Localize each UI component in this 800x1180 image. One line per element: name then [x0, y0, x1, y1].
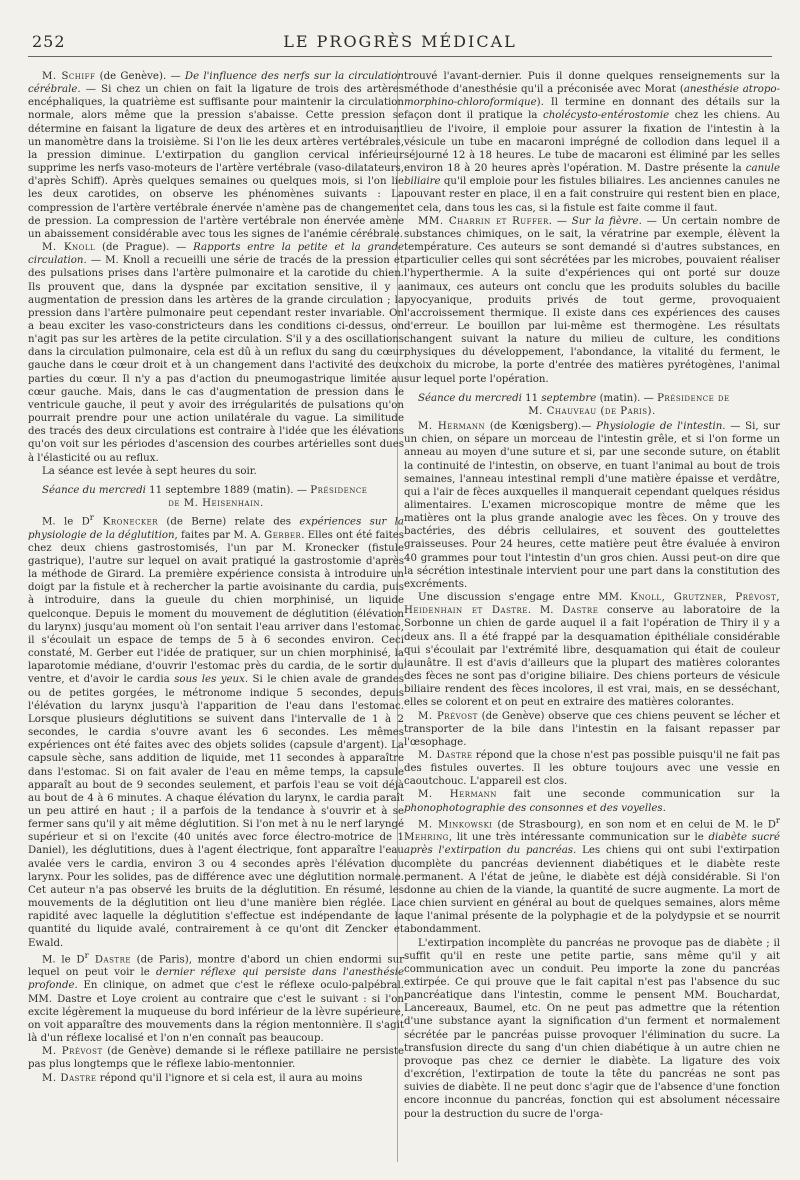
page-header — [28, 32, 772, 57]
paragraph-schiff: M. Schiff (de Genève). — De l'influence des nerfs sur la circulation cérébrale. — Si chez un chien on fait la ligature de trois des artères encéphaliques, la quatrième est suffisante pour maintenir la circulation normale, alors même que la pression s'abaisse. Cette pression se détermine en faisant la ligature de deux des artères et en introduisant un manomètre dans la troisième. Si l'on lie les deux artères vertébrales, la pression diminue. L'extirpation du ganglion cervical inférieur supprime les nerfs vaso-moteurs de l'artère vertébrale (vaso-dilatateurs, d'après Schiff). Après quelques semaines ou quelques mois, si l'on lie les deux carotides, on observe les phénomènes suivants : La compression de l'artère vertébrale énervée n'amène pas de changement de pression. La compression de l'artère vertébrale non énervée amène un abaissement considérable avec tous les signes de l'anémie cérébrale. — [28, 71, 404, 240]
author-name: M. Hermann — [418, 789, 497, 801]
author-name: MM. Charrin et Ruffer — [418, 215, 549, 227]
session-heading: Séance du mercredi 11 septembre 1889 (matin). — Présidence de M. Heisenhain. — [42, 484, 368, 509]
author-name: M. Dastre — [42, 1072, 97, 1084]
paragraph-hermann-second: M. Hermann fait une seconde communication sur la phonophotographie des consonnes et des voyelles. — [404, 789, 780, 814]
author-name: M. Minkowski — [418, 819, 493, 831]
paragraph-dastre-reply: M. Dastre répond qu'il l'ignore et si cela est, il aura au moins — [42, 1072, 363, 1084]
paragraph-charrin-ruffer: MM. Charrin et Ruffer. — Sur la fièvre. — Un certain nombre de substances chimiques, on le sait, la vératrine par exemple, élèvent la température. Ces auteurs se sont demandé si d'autres substances, en particulier celles qui sont sécrétées par les microbes, pouvaient réaliser l'hyperthermie. A la suite d'expériences qui ont porté sur douze animaux, ces auteurs ont conclu que les produits solubles du bacille pyocyanique, produits privés de tout germe, provoquaient l'accroissement thermique. Il existe dans ces expériences des causes d'erreur. Le bouillon par lui-même est thermogène. Les résultats changent suivant la nature du milieu de culture, les conditions physiques du développement, l'abondance, la vitalité du ferment, le choix du microbe, la porte d'entrée des matières pyrétogènes, l'animal sur lequel porte l'opération. — [404, 215, 780, 385]
communication-title: diabète sucré après l'extirpation du pancréas — [404, 832, 780, 857]
author-name: Kronecker — [93, 516, 159, 528]
communication-title: phonophotographie des consonnes et des voyelles — [404, 802, 663, 814]
paragraph-prevost: M. Prévost (de Genève) observe que ces chiens peuvent se lécher et transporter de la bile dans l'intestin en la faisant repasser par l'œsophage. — [404, 710, 780, 748]
author-name: M. Schiff — [42, 71, 96, 82]
left-column — [28, 70, 404, 1162]
paragraph-extirpation: L'extirpation incomplète du pancréas ne provoque pas de diabète ; il suffit qu'il en reste une petite partie, sans même qu'il y ait communication avec un conduit. Peu importe la zone du pancréas extirpée. Ce qui prouve que le fait capital n'est pas l'absence du suc pancréatique dans l'intestin, comme le pensent MM. Bouchardat, Lancereaux, Baumel, etc. On ne peut pas admettre que la rétention d'une substance ayant la signification d'un ferment et normalement sécrétée par le pancréas puisse provoquer l'élimination du sucre. La transfusion directe du sang d'un chien diabétique à un autre chien ne provoque pas chez ce dernier le diabète. La ligature des voix d'excrétion, l'extirpation de toute la tête du pancréas ne sont pas suivies de diabète. Il ne peut donc s'agir que de l'absence d'une fonction encore inconnue du pancréas, fonction qui est absolument nécessaire pour la destruction du sucre de l'orga- — [404, 937, 780, 1120]
communication-title: Physiologie de l'intestin — [596, 421, 723, 433]
communication-title: Sur la fièvre — [571, 215, 639, 227]
author-name: Dastre — [88, 954, 131, 966]
paragraph-minkowski: M. Minkowski (de Strasbourg), en son nom et en celui de M. le $D^r$ Mehring, lit une très intéressante communication sur le diabète sucré après l'extirpation du pancréas. Les chiens qui ont subi l'extirpation complète du pancréas deviennent diabétiques et le diabète reste permanent. A l'état de jeûne, le diabète est déjà considérable. Si l'on donne au chien de la viande, la quantité de sucre augmente. La mort de ce chien survient en général au bout de quelques semaines, alors même que l'animal présente de la polyphagie et de la polydypsie et se nourrit abondamment. — [404, 815, 780, 936]
author-name: M. Prévost — [42, 1046, 103, 1058]
paragraph-dastre: M. le $D^r$ Dastre (de Paris), montre d'abord un chien endormi sur lequel on peut voir le dernier réflexe qui persiste dans l'anesthésie profonde. En clinique, on admet que c'est le réflexe oculo-palpébral. MM. Dastre et Loye croient au contraire que c'est le suivant : si l'on excite légèrement la muqueuse du bord inférieur de la lèvre supérieure, on voit apparaître des mouvements dans la région mentonnière. Il s'agit là d'un réflexe localisé et l'on n'en connaît pas beaucoup. — [28, 950, 404, 1045]
right-column — [404, 70, 780, 1162]
paragraph-discussion: Une discussion s'engage entre MM. Knoll, Grutzner, Prévost, Heidenhain et Dastre. M. Dastre conserve au laboratoire de la Sorbonne un chien de garde auquel il a fait l'opération de Thiry il y a deux ans. Il a été frappé par la desquamation épithéliale considérable qui s'écoulait par l'extrémité libre, desquamation qui était de couleur jaunâtre. Il est d'avis d'ailleurs que la plupart des matières colorantes des fèces ne sont pas d'origine biliaire. Des chiens porteurs de vésicule biliaire rendent des fèces incolores, il est vrai, mais, en se desséchant, elles se colorent et on peut en extraire des matières colorantes. — [404, 592, 780, 709]
paragraph-hermann: M. Hermann (de Kœnigsberg).— Physiologie de l'intestin. — Si, sur un chien, on sépare un morceau de l'intestin grêle, et si l'on forme un anneau au moyen d'une suture et si, par une seconde suture, on établit la continuité de l'intestin, on observe, en tuant l'animal au bout de trois semaines, l'anneau intestinal rempli d'une matière épaisse et verdâtre, qui a l'air de fèces auxquelles il manquerait cependant quelques résidus alimentaires. L'examen microscopique montre de même que les matières ont la plus grande analogie avec les fèces. On y trouve des bactéries, des débris cellulaires, et souvent des gouttelettes graisseuses. Pour 24 heures, cette matière peut être évaluée à environ 40 grammes pour tout l'intestin d'un gros chien. Aussi peut-on dire que la sécrétion intestinale intervient pour une part dans la constitution des excréments. — [404, 421, 780, 590]
paragraph-prevost: M. Prévost (de Genève) demande si le réflexe patillaire ne persiste pas plus longtemps que le réflexe labio-mentonnier. — [28, 1046, 404, 1071]
session-heading: Séance du mercredi 11 septembre (matin). — Présidence de M. Chauveau (de Paris). — [418, 392, 730, 417]
author-name: M. Prévost — [418, 710, 478, 722]
author-name: M. Knoll — [42, 242, 96, 254]
paragraph-kronecker: M. le $D^r$ Kronecker (de Berne) relate des expériences sur la physiologie de la déglutition, faites par M. A. Gerber. Elles ont été faites chez deux chiens gastrostomisés, l'un par M. Kronecker (fistule gastrique), l'autre sur lequel on avait pratiqué la gastrostomie d'après la méthode de Girard. La première expérience consista à introduire un doigt par la fistule et à rechercher la partie avoisinante du cardia, puis à introduire, dans la gueule du chien morphinisé, un liquide quelconque. Depuis le moment du mouvement de déglutition (élévation du larynx) jusqu'au moment où l'on sentait l'eau arriver dans l'estomac, il s'écoulait un espace de temps de 5 à 6 secondes environ. Ceci constaté, M. Gerber eut l'idée de pratiquer, sur un chien morphinisé, la laparotomie médiane, d'ouvrir l'estomac près du cardia, de le sortir du ventre, et d'avoir le cardia sous les yeux. Si le chien avale de grandes ou de petites gorgées, le métronome indique 5 secondes, depuis l'élévation du larynx jusqu'à l'apparition de l'eau dans l'estomac. Lorsque plusieurs déglutitions se suivent dans l'intervalle de 1 à 2 secondes, le cardia s'ouvre avant les 6 secondes. Les mêmes expériences ont été faites avec des objets solides (capsule d'argent). La capsule sèche, sans addition de liquide, met 11 secondes à apparaître dans l'estomac. Si on fait avaler de l'eau en même temps, la capsule apparaît au bout de 9 secondes seulement, et parfois l'eau se voit déjà au bout de 4 à 6 minutes. A chaque élévation du larynx, le cardia paraît un peu attiré en haut ; il a parfois de la tendance à s'ouvrir et à se fermer sans qu'il y ait même déglutition. Si l'on met à nu le nerf laryngé supérieur et si on l'excite (40 unités avec force électro-motrice de 1 Daniel), les déglutitions, dues à l'agent électrique, font apparaître l'eau avalée vers le cardia, environ 3 ou 4 secondes après l'élévation du larynx. Pour les solides, pas de différence avec une déglutition normale. Cet auteur n'a pas observé les bruits de la déglutition. En résumé, les mouvements de la déglutition ont lieu d'une manière bien réglée. La rapidité avec laquelle la déglutition s'effectue est indépendante de la quantité du liquide avalé, contrairement à ce qu'ont dit Zencker et Ewald. — [28, 513, 404, 949]
page-number: 252 — [32, 32, 66, 51]
author-name: M. Hermann — [418, 421, 486, 433]
communication-title: Rapports entre la petite et la grande circulation. — [28, 242, 404, 267]
paragraph-knoll: M. Knoll (de Prague). — Rapports entre la petite et la grande circulation. — M. Knoll a recueilli une série de tracés de la pression et des pulsations prises dans l'artère pulmonaire et la carotide du chien. Ils prouvent que, dans la dyspnée par excitation sensitive, il y a augmentation de pression dans les artères de la grande circulation ; la pression dans l'artère pulmonaire peut cependant rester invariable. On a beau exciter les vaso-constricteurs dans les conditions ci-dessus, on n'agit pas sur les artères de la petite circulation. S'il y a des oscillations dans la circulation pulmonaire, cela est dû à un reflux du sang du cœur gauche dans le cœur droit et à un changement dans l'activité des deux parties du cœur. Il n'y a pas d'action du pneumogastrique limitée au cœur gauche. Mais, dans le cas d'augmentation de pression dans le ventricule gauche, il peut y avoir des irrégularités de pulsations qu'on pourrait prendre pour une action unilatérale du vague. La similitude des tracés des deux circulations est contraire à l'idée que les élévations qu'on voit sur les périodes d'ascension des courbes artérielles sont dues à l'élasticité ou au reflux. — [28, 242, 404, 464]
paragraph-dastre-reply: M. Dastre répond que la chose n'est pas possible puisqu'il ne fait pas des fistules ouvertes. Il les obture toujours avec une vessie en caoutchouc. L'appareil est clos. — [404, 749, 780, 788]
communication-title: dernier réflexe qui persiste dans l'anesthésie profonde — [28, 967, 404, 992]
communication-title: De l'influence des nerfs sur la circulation cérébrale. — [28, 71, 404, 96]
journal-title: LE PROGRÈS MÉDICAL — [283, 32, 517, 51]
author-name: M. Dastre — [418, 749, 473, 761]
communication-title: expériences sur la physiologie de la déglutition — [28, 516, 404, 541]
paragraph-continuation: trouvé l'avant-dernier. Puis il donne quelques renseignements sur la méthode d'anesthésie qu'il a préconisée avec Morat (anesthésie atropo-morphino-chloroformique). Il termine en donnant des détails sur la façon dont il pratique la cholécysto-entérostomie chez les chiens. Au lieu de l'ivoire, il emploie pour assurer la fixation de l'intestin à la vésicule un tube en macaroni imprégné de collodion dans lequel il a séjourné 12 à 18 heures. Le tube de macaroni est éliminé par les selles environ 18 à 20 heures après l'opération. M. Dastre présente la canule biliaire qu'il emploie pour les fistules biliaires. Les anciennes canules ne pouvant rester en place, il en a fait construire qui restent bien en place, et cela, dans tous les cas, si la fistule est faite comme il faut. — [404, 71, 780, 214]
paragraph-seance-levee: La séance est levée à sept heures du soir. — [42, 465, 257, 477]
